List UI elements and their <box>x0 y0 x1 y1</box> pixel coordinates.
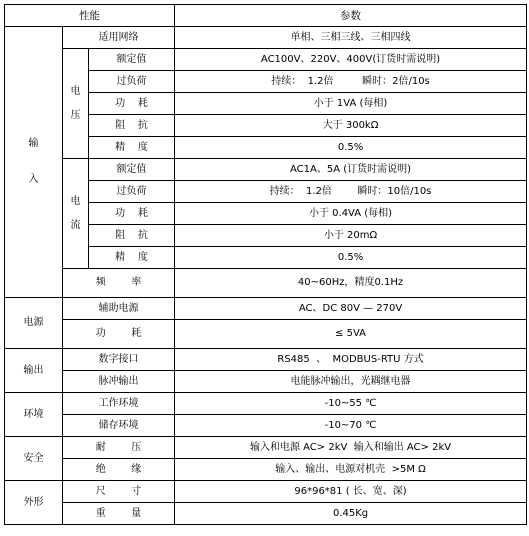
group-power-label: 电源 <box>5 298 63 349</box>
row-label: 工作环境 <box>63 393 175 415</box>
table-row <box>5 459 527 481</box>
row-label: 额定值 <box>89 49 175 71</box>
table-row <box>5 371 527 393</box>
header-parameter: 参数 <box>175 5 527 27</box>
row-label: 储存环境 <box>63 415 175 437</box>
row-label: 重 量 <box>63 503 175 525</box>
table-row <box>5 27 527 49</box>
row-label: 过负荷 <box>89 181 175 203</box>
row-label: 耐 压 <box>63 437 175 459</box>
row-value: AC1A、5A (订货时需说明) <box>175 159 527 181</box>
row-value: 小于 20mΩ <box>175 225 527 247</box>
row-value: -10~70 ℃ <box>175 415 527 437</box>
row-value: AC100V、220V、400V(订货时需说明) <box>175 49 527 71</box>
row-value: 0.5% <box>175 247 527 269</box>
group-input-label: 输 入 <box>5 27 63 298</box>
row-value: -10~55 ℃ <box>175 393 527 415</box>
table-row <box>5 437 527 459</box>
row-value: 0.5% <box>175 137 527 159</box>
row-value: 输入和电源 AC> 2kV 输入和输出 AC> 2kV <box>175 437 527 459</box>
row-label: 功 耗 <box>89 203 175 225</box>
row-label: 阻 抗 <box>89 115 175 137</box>
group-safety-label: 安全 <box>5 437 63 481</box>
row-label: 额定值 <box>89 159 175 181</box>
row-value: 电能脉冲输出，光耦继电器 <box>175 371 527 393</box>
row-label: 过负荷 <box>89 71 175 93</box>
row-value: 持续： 1.2倍 瞬时：10倍/10s <box>175 181 527 203</box>
row-value: ≤ 5VA <box>175 320 527 349</box>
row-value: 40~60Hz，精度0.1Hz <box>175 269 527 298</box>
row-value: 持续： 1.2倍 瞬时：2倍/10s <box>175 71 527 93</box>
row-label: 频 率 <box>63 269 175 298</box>
group-output-label: 输出 <box>5 349 63 393</box>
row-label: 功 耗 <box>63 320 175 349</box>
table-row <box>5 269 527 298</box>
row-label: 数字接口 <box>63 349 175 371</box>
table-row <box>5 298 527 320</box>
row-label: 阻 抗 <box>89 225 175 247</box>
row-value: 96*96*81 ( 长、宽、深) <box>175 481 527 503</box>
row-value: 小于 1VA (每相) <box>175 93 527 115</box>
row-value: 0.45Kg <box>175 503 527 525</box>
table-row <box>5 415 527 437</box>
table-row <box>5 49 527 71</box>
table-row <box>5 159 527 181</box>
row-value: AC、DC 80V — 270V <box>175 298 527 320</box>
spec-table <box>4 4 527 525</box>
row-label: 脉冲输出 <box>63 371 175 393</box>
header-row <box>5 5 527 27</box>
table-row <box>5 349 527 371</box>
row-value: RS485 、 MODBUS-RTU 方式 <box>175 349 527 371</box>
row-label: 精 度 <box>89 137 175 159</box>
row-label: 适用网络 <box>63 27 175 49</box>
subgroup-current-label: 电 流 <box>63 159 89 269</box>
group-environment-label: 环境 <box>5 393 63 437</box>
subgroup-voltage-label: 电 压 <box>63 49 89 159</box>
row-label: 功 耗 <box>89 93 175 115</box>
row-value: 输入、输出、电源对机壳 >5M Ω <box>175 459 527 481</box>
table-row <box>5 320 527 349</box>
header-feature: 性能 <box>5 5 175 27</box>
row-label: 精 度 <box>89 247 175 269</box>
table-row <box>5 503 527 525</box>
row-value: 小于 0.4VA (每相) <box>175 203 527 225</box>
row-value: 单相、三相三线、三相四线 <box>175 27 527 49</box>
row-label: 尺 寸 <box>63 481 175 503</box>
row-label: 辅助电源 <box>63 298 175 320</box>
table-row <box>5 481 527 503</box>
row-value: 大于 300kΩ <box>175 115 527 137</box>
table-row <box>5 393 527 415</box>
row-label: 绝 缘 <box>63 459 175 481</box>
group-appearance-label: 外形 <box>5 481 63 525</box>
